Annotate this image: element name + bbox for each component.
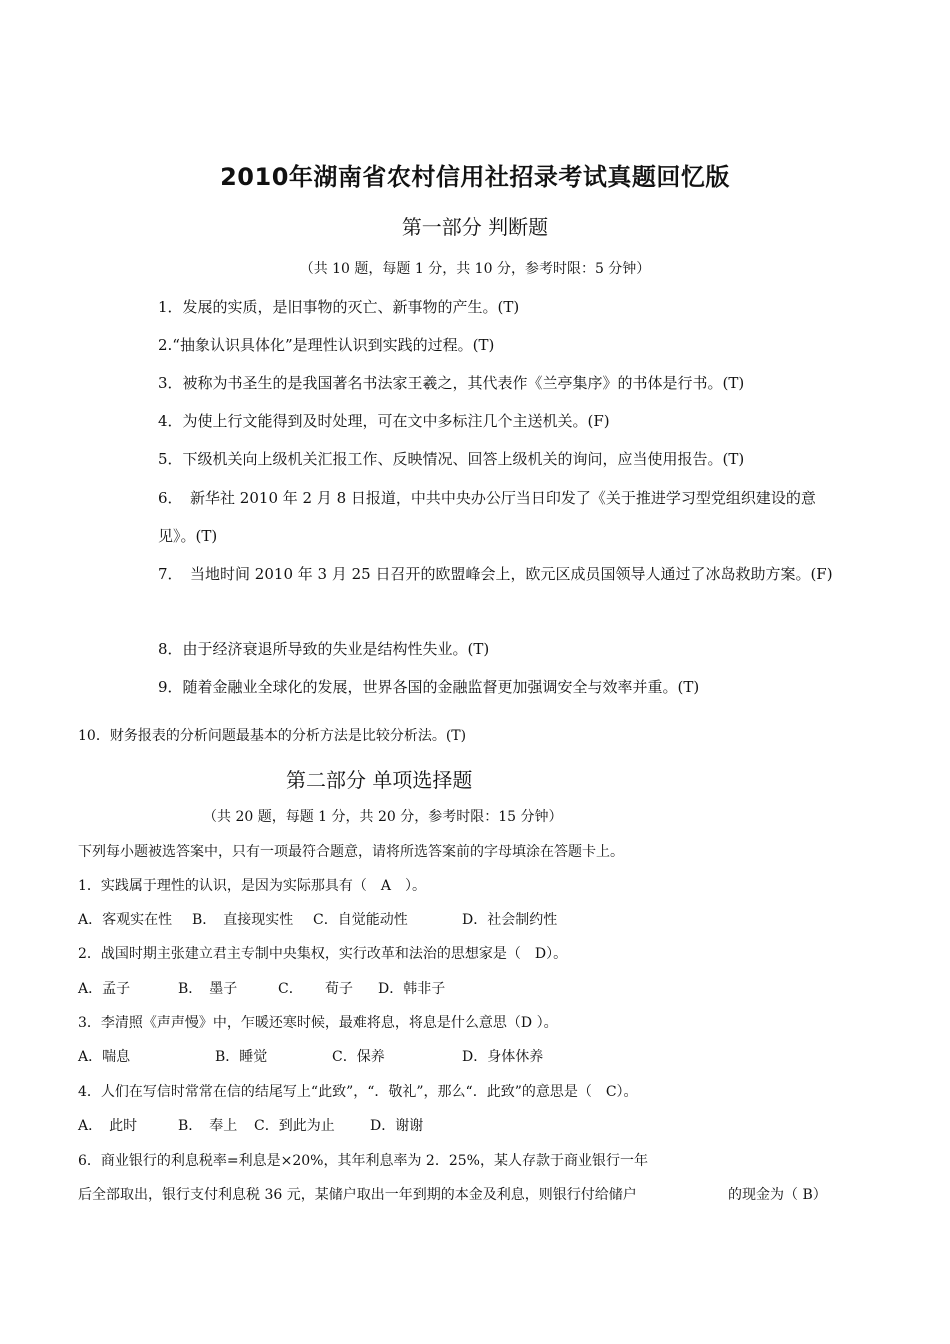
part2-heading: 第二部分 单项选择题: [286, 768, 473, 792]
option-a: A．客观实在性: [78, 912, 173, 928]
judgement-item-4: 4．为使上行文能得到及时处理，可在文中多标注几个主送机关。(F): [158, 412, 610, 430]
option-c: C．保养: [332, 1049, 385, 1065]
judgement-item-10: 10．财务报表的分析问题最基本的分析方法是比较分析法。(T): [78, 728, 467, 744]
option-b: B． 直接现实性: [192, 912, 294, 928]
option-c: C．: [278, 981, 303, 997]
option-c: C．到此为止: [254, 1118, 335, 1134]
option-a: A． 此时: [78, 1118, 138, 1134]
judgement-item-8: 8．由于经济衰退所导致的失业是结构性失业。(T): [158, 640, 490, 658]
part2-note: （共 20 题，每题 1 分，共 20 分，参考时限：15 分钟）: [203, 809, 563, 825]
option-b: B． 奉上: [178, 1118, 238, 1134]
part2-instruction: 下列每小题被选答案中，只有一项最符合题意，请将所选答案前的字母填涂在答题卡上。: [78, 844, 624, 860]
judgement-item-2: 2.“抽象认识具体化”是理性认识到实践的过程。(T): [158, 336, 495, 354]
judgement-item-1: 1．发展的实质，是旧事物的灭亡、新事物的产生。(T): [158, 298, 520, 316]
part1-heading: 第一部分 判断题: [401, 215, 549, 239]
choice-question-1: 1．实践属于理性的认识，是因为实际那具有（ A ）。: [78, 878, 427, 894]
option-d: D．身体休养: [462, 1049, 544, 1065]
option-d: D．韩非子: [378, 981, 446, 997]
option-c-text: 荀子: [325, 981, 353, 997]
option-a: A．喘息: [78, 1049, 131, 1065]
option-d: D．谢谢: [370, 1118, 424, 1134]
option-d: D．社会制约性: [462, 912, 558, 928]
choice-question-6-answer: 的现金为（ B）: [728, 1187, 827, 1203]
option-b: B．睡觉: [215, 1049, 268, 1065]
judgement-item-6: 6． 新华社 2010 年 2 月 8 日报道，中共中央办公厅当日印发了《关于推进学习型党组织建设的意见》。(T): [158, 489, 816, 545]
document-title: 2010年湖南省农村信用社招录考试真题回忆版: [220, 163, 730, 191]
choice-question-3: 3．李清照《声声慢》中，乍暖还寒时候，最难将息，将息是什么意思（D ）。: [78, 1015, 558, 1031]
judgement-item-9: 9．随着金融业全球化的发展，世界各国的金融监督更加强调安全与效率并重。(T): [158, 678, 700, 696]
choice-question-2: 2．战国时期主张建立君主专制中央集权，实行改革和法治的思想家是（ D）。: [78, 946, 568, 962]
choice-question-6-continuation: 后全部取出，银行支付利息税 36 元，某储户取出一年到期的本金及利息，则银行付给储户: [78, 1187, 637, 1203]
option-b: B． 墨子: [178, 981, 238, 997]
choice-question-4: 4．人们在写信时常常在信的结尾写上“此致”，“．敬礼”，那么“．此致”的意思是（ C）。: [78, 1084, 638, 1100]
choice-question-6: 6．商业银行的利息税率=利息是×20%，其年利息率为 2．25%，某人存款于商业银行一年: [78, 1153, 648, 1169]
option-c: C．自觉能动性: [313, 912, 408, 928]
judgement-item-3: 3．被称为书圣生的是我国著名书法家王羲之，其代表作《兰亭集序》的书体是行书。(T): [158, 374, 745, 392]
option-a: A．孟子: [78, 981, 131, 997]
judgement-item-7: 7． 当地时间 2010 年 3 月 25 日召开的欧盟峰会上，欧元区成员国领导人通过了冰岛救助方案。(F): [158, 565, 833, 583]
part1-note: （共 10 题，每题 1 分，共 10 分，参考时限：5 分钟）: [299, 261, 651, 277]
judgement-item-5: 5．下级机关向上级机关汇报工作、反映情况、回答上级机关的询问，应当使用报告。(T): [158, 450, 745, 468]
